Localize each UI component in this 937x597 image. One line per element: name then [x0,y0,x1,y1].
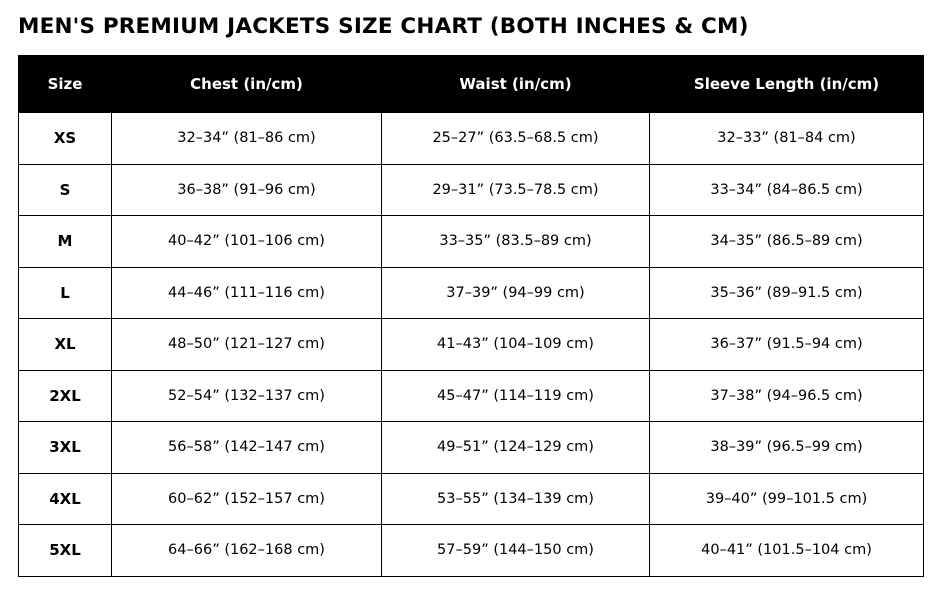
cell-size: 3XL [19,422,112,474]
table-row [19,319,924,371]
column-header-sleeve: Sleeve Length (in/cm) [650,56,924,113]
table-row [19,164,924,216]
cell-sleeve: 37–38” (94–96.5 cm) [650,370,924,422]
cell-chest: 32–34” (81–86 cm) [112,113,382,165]
cell-size: L [19,267,112,319]
cell-chest: 44–46” (111–116 cm) [112,267,382,319]
cell-sleeve: 39–40” (99–101.5 cm) [650,473,924,525]
cell-waist: 33–35” (83.5–89 cm) [382,216,650,268]
table-row [19,473,924,525]
cell-sleeve: 40–41” (101.5–104 cm) [650,525,924,577]
table-header-row [19,56,924,113]
size-chart-table [18,55,924,577]
cell-sleeve: 36–37” (91.5–94 cm) [650,319,924,371]
cell-chest: 48–50” (121–127 cm) [112,319,382,371]
cell-size: 2XL [19,370,112,422]
cell-sleeve: 33–34” (84–86.5 cm) [650,164,924,216]
cell-size: M [19,216,112,268]
cell-waist: 53–55” (134–139 cm) [382,473,650,525]
cell-sleeve: 35–36” (89–91.5 cm) [650,267,924,319]
cell-chest: 64–66” (162–168 cm) [112,525,382,577]
cell-chest: 52–54” (132–137 cm) [112,370,382,422]
cell-sleeve: 38–39” (96.5–99 cm) [650,422,924,474]
cell-size: 4XL [19,473,112,525]
table-row [19,422,924,474]
cell-chest: 36–38” (91–96 cm) [112,164,382,216]
cell-size: S [19,164,112,216]
column-header-size: Size [19,56,112,113]
cell-waist: 45–47” (114–119 cm) [382,370,650,422]
column-header-chest: Chest (in/cm) [112,56,382,113]
table-row [19,113,924,165]
cell-waist: 37–39” (94–99 cm) [382,267,650,319]
cell-chest: 60–62” (152–157 cm) [112,473,382,525]
column-header-waist: Waist (in/cm) [382,56,650,113]
table-header [19,56,924,113]
cell-chest: 56–58” (142–147 cm) [112,422,382,474]
cell-waist: 41–43” (104–109 cm) [382,319,650,371]
cell-size: XL [19,319,112,371]
cell-waist: 49–51” (124–129 cm) [382,422,650,474]
table-row [19,267,924,319]
cell-size: XS [19,113,112,165]
cell-waist: 25–27” (63.5–68.5 cm) [382,113,650,165]
page-title: MEN'S PREMIUM JACKETS SIZE CHART (BOTH INCHES & CM) [18,14,749,39]
cell-sleeve: 32–33” (81–84 cm) [650,113,924,165]
table-row [19,525,924,577]
cell-waist: 29–31” (73.5–78.5 cm) [382,164,650,216]
cell-waist: 57–59” (144–150 cm) [382,525,650,577]
cell-chest: 40–42” (101–106 cm) [112,216,382,268]
table-body [19,113,924,577]
cell-sleeve: 34–35” (86.5–89 cm) [650,216,924,268]
table-row [19,370,924,422]
cell-size: 5XL [19,525,112,577]
table-row [19,216,924,268]
